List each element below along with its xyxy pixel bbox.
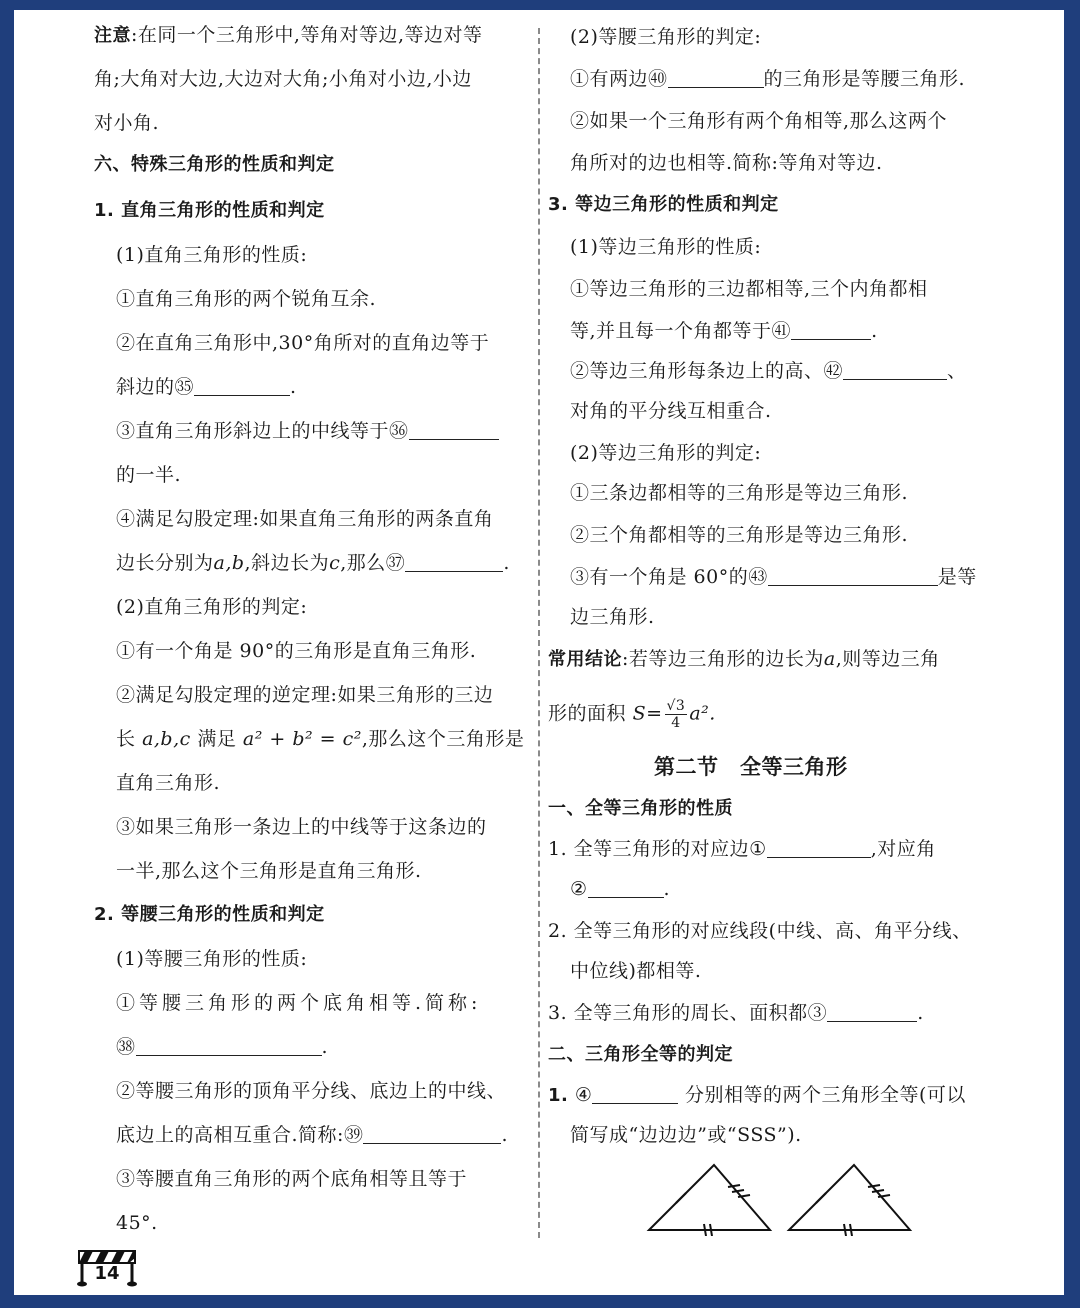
congruent-judge-1a <box>548 1082 966 1109</box>
answer-blank-35[interactable] <box>194 375 290 396</box>
rt-judge-3a: ③如果三角形一条边上的中线等于这条边的 <box>116 816 487 838</box>
conclusion-line-1 <box>548 646 940 673</box>
iso-property-1a: ①等腰三角形的两个底角相等.简称: <box>116 992 482 1014</box>
equilateral-heading: 3. 等边三角形的性质和判定 <box>548 194 779 215</box>
answer-blank-1[interactable] <box>767 837 871 858</box>
note-line-1 <box>94 22 482 49</box>
iso-judge-2a: ②如果一个三角形有两个角相等,那么这两个 <box>570 110 948 132</box>
answer-blank-4[interactable] <box>592 1083 678 1104</box>
iso-judge-1 <box>570 66 965 92</box>
iso-judge-title: (2)等腰三角形的判定: <box>570 26 762 48</box>
textbook-page <box>14 10 1064 1295</box>
iso-property-3a: ③等腰直角三角形的两个底角相等且等于 <box>116 1168 468 1190</box>
note-label: 注意 <box>94 25 131 46</box>
answer-blank-38[interactable] <box>136 1035 322 1056</box>
section-2-title: 第二节 全等三角形 <box>654 755 848 779</box>
congruent-item-1a-text: 1. 全等三角形的对应边 <box>548 838 750 860</box>
sss-triangles-diagram <box>644 1160 934 1236</box>
iso-property-2b <box>116 1122 508 1148</box>
blank-number-36: ㊱ <box>389 420 409 442</box>
rt-judge-2b-text: 长 <box>116 728 136 750</box>
iso-judge-2b: 角所对的边也相等.简称:等角对等边. <box>570 152 883 174</box>
blank-number-40: ㊵ <box>648 68 668 90</box>
answer-blank-37[interactable] <box>405 551 503 572</box>
eq-property-1a: ①等边三角形的三边都相等,三个内角都相 <box>570 278 928 300</box>
var-c: c <box>329 552 341 574</box>
sqrt3-over-4-fraction <box>665 698 688 731</box>
eq-property-1b <box>570 318 878 344</box>
eq-property-2a: ②等边三角形每条边上的高、㊷ 、 <box>570 360 967 382</box>
eq-property-2b: 对角的平分线互相重合. <box>570 400 772 422</box>
congruent-item-1c <box>570 876 670 902</box>
isosceles-heading: 2. 等腰三角形的性质和判定 <box>94 904 325 925</box>
period: . <box>501 1124 509 1146</box>
conclusion-line-2 <box>548 698 716 731</box>
blank-number-42: ㊷ <box>823 360 844 382</box>
eq-judge-3a-text: ③有一个角是 60°的 <box>570 566 749 588</box>
blank-number-37: ㊲ <box>385 552 406 574</box>
answer-blank-39[interactable] <box>363 1123 501 1144</box>
answer-blank-36[interactable] <box>409 419 499 440</box>
congruent-item-3-text: 3. 全等三角形的周长、面积都 <box>548 1002 808 1024</box>
period: . <box>917 1002 924 1024</box>
congruent-item-3 <box>548 1000 924 1026</box>
page-number: 14 <box>94 1263 120 1284</box>
fraction-numerator: √3 <box>666 698 686 714</box>
eq-judge-title: (2)等边三角形的判定: <box>570 442 762 464</box>
rt-judge-2e: 直角三角形. <box>116 772 221 794</box>
blank-number-39: ㊴ <box>343 1124 364 1146</box>
triangle-left <box>649 1165 770 1236</box>
iso-property-2b-text: 底边上的高相互重合.简称: <box>116 1124 344 1146</box>
rt-property-title: (1)直角三角形的性质: <box>116 244 308 266</box>
answer-blank-43[interactable] <box>768 565 938 586</box>
congruent-item-2b: 中位线)都相等. <box>570 960 702 982</box>
eq-property-1b-text: 等,并且每一个角都等于 <box>570 320 772 342</box>
blank-number-35: ㉟ <box>174 376 195 398</box>
conclusion-text-c: 形的面积 <box>548 702 627 725</box>
congruent-item-2a: 2. 全等三角形的对应线段(中线、高、角平分线、 <box>548 920 972 942</box>
blank-number-1: ① <box>749 838 767 860</box>
iso-property-title: (1)等腰三角形的性质: <box>116 948 308 970</box>
area-symbol: S= <box>632 702 663 725</box>
rt-judge-2b <box>116 726 524 752</box>
blank-number-4: ④ <box>574 1084 593 1106</box>
conclusion-label: 常用结论 <box>548 649 622 670</box>
eq-property-title: (1)等边三角形的性质: <box>570 236 762 258</box>
iso-property-2a: ②等腰三角形的顶角平分线、底边上的中线、 <box>116 1080 507 1102</box>
eq-judge-3b-text: 是等 <box>937 566 977 588</box>
page-number-badge <box>76 1248 138 1288</box>
answer-blank-3[interactable] <box>827 1001 917 1022</box>
rt-judge-2c-text: 满足 <box>197 728 237 750</box>
rt-property-4c-text: ,斜边长为 <box>244 552 330 574</box>
blank-number-43: ㊸ <box>748 566 768 588</box>
congruent-property-heading: 一、全等三角形的性质 <box>548 798 733 819</box>
section-6-heading: 六、特殊三角形的性质和判定 <box>94 154 335 175</box>
rt-property-2b-text: 斜边的 <box>116 376 175 398</box>
answer-blank-42[interactable] <box>843 359 947 380</box>
iso-property-1b <box>116 1034 328 1060</box>
eq-judge-3a <box>570 564 977 590</box>
blank-number-41: ㊶ <box>771 320 792 342</box>
rt-property-3b: 的一半. <box>116 464 182 486</box>
congruent-judge-heading: 二、三角形全等的判定 <box>548 1044 733 1065</box>
blank-number-3: ③ <box>807 1002 828 1024</box>
rt-judge-title: (2)直角三角形的判定: <box>116 596 308 618</box>
rt-property-2a: ②在直角三角形中,30°角所对的直角边等于 <box>116 332 490 354</box>
var-abc: a,b,c <box>142 728 191 750</box>
blank-number-38: ㊳ <box>116 1036 136 1058</box>
conclusion-text-a: :若等边三角形的边长为 <box>622 648 824 670</box>
rt-property-3a <box>116 418 499 444</box>
triangle-right <box>789 1165 910 1236</box>
period: . <box>321 1036 329 1058</box>
eq-judge-3c: 边三角形. <box>570 606 655 628</box>
congruent-item-1b-text: ,对应角 <box>870 838 936 860</box>
rt-judge-3b: 一半,那么这个三角形是直角三角形. <box>116 860 422 882</box>
column-divider <box>538 28 540 1238</box>
a-squared: a². <box>689 702 716 725</box>
rt-judge-2d-text: ,那么这个三角形是 <box>361 728 525 750</box>
pythagorean-formula: a² + b² = c² <box>242 728 362 750</box>
rt-judge-1: ①有一个角是 90°的三角形是直角三角形. <box>116 640 477 662</box>
rt-property-2b <box>116 374 297 400</box>
rt-judge-2a: ②满足勾股定理的逆定理:如果三角形的三边 <box>116 684 494 706</box>
congruent-item-1a <box>548 836 936 862</box>
blank-number-2: ② <box>570 878 588 900</box>
item-number-1: 1. <box>548 1085 569 1106</box>
var-a: a <box>823 648 836 670</box>
iso-judge-1b-text: 的三角形是等腰三角形. <box>763 68 966 90</box>
rt-property-3a-text: ③直角三角形斜边上的中线等于 <box>116 420 390 442</box>
rt-property-4b-text: 边长分别为 <box>116 552 214 574</box>
rt-property-4a: ④满足勾股定理:如果直角三角形的两条直角 <box>116 508 494 530</box>
conclusion-text-b: ,则等边三角 <box>835 648 940 670</box>
period: . <box>290 376 297 398</box>
fraction-denominator: 4 <box>671 715 681 731</box>
congruent-judge-1a-text: 分别相等的两个三角形全等(可以 <box>685 1084 966 1106</box>
period: . <box>503 552 510 574</box>
rt-property-4b <box>116 550 510 576</box>
note-line-3: 对小角. <box>94 112 160 134</box>
eq-property-2a-text: ②等边三角形每条边上的高、 <box>570 360 824 382</box>
iso-property-3b: 45°. <box>116 1212 158 1234</box>
period: . <box>663 878 671 900</box>
note-line-2: 角;大角对大边,大边对大角;小角对小边,小边 <box>94 68 472 90</box>
period: . <box>871 320 878 342</box>
answer-blank-41[interactable] <box>791 319 871 340</box>
answer-blank-2[interactable] <box>588 877 664 898</box>
right-triangle-heading: 1. 直角三角形的性质和判定 <box>94 200 325 221</box>
answer-blank-40[interactable] <box>668 67 764 88</box>
eq-judge-2: ②三个角都相等的三角形是等边三角形. <box>570 524 909 546</box>
congruent-judge-1b: 简写成“边边边”或“SSS”). <box>570 1124 802 1146</box>
rt-property-4d-text: ,那么 <box>340 552 386 574</box>
eq-judge-1: ①三条边都相等的三角形是等边三角形. <box>570 482 909 504</box>
rt-property-1: ①直角三角形的两个锐角互余. <box>116 288 377 310</box>
note-text-1: :在同一个三角形中,等角对等边,等边对等 <box>131 24 483 46</box>
var-ab: a,b <box>213 552 245 574</box>
iso-judge-1a-text: ①有两边 <box>570 68 649 90</box>
